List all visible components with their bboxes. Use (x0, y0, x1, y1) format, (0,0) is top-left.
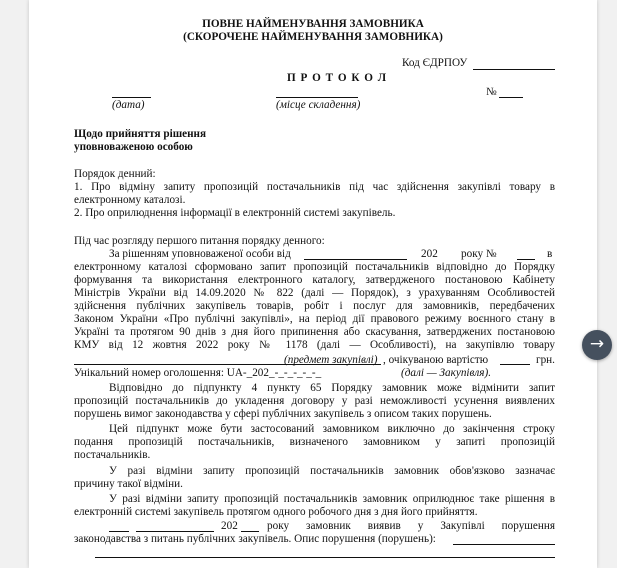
p4-line-2: причину такої відміни. (74, 478, 183, 490)
p1-text-d: в (547, 248, 553, 260)
p1-line-8: КМУ від 12 жовтня 2022 року № 1178 (далі — Особливості), на закупівлю товару (74, 339, 555, 351)
expected-value-field[interactable] (500, 364, 530, 365)
decision-number-field[interactable] (517, 259, 535, 260)
announcement-number: Унікальний номер оголошення: UA-_202_-_-_-_-_-_ (74, 367, 322, 379)
violation-description-field-2[interactable] (95, 557, 555, 558)
p1-line-3: формування та використання електронного каталогу, затвердженого постановою Кабінету (74, 274, 555, 286)
p1-line-5: здійснення публічних закупівель товарів, робіт і послуг для замовників, передбачених (74, 300, 555, 312)
p6-line-1: року замовник виявив у Закупівлі порушення (267, 520, 555, 532)
p1-text-a: За рішенням уповноваженої особи від (109, 248, 291, 260)
customer-full-name: ПОВНЕ НАЙМЕНУВАННЯ ЗАМОВНИКА (202, 18, 424, 30)
p2-line-2: пропозицій постачальників до укладення договору у разі неможливості усунення виявлених (74, 395, 555, 407)
violation-month-field[interactable] (136, 531, 214, 532)
agenda-item-1-cont: електронному каталозі. (74, 194, 186, 206)
place-field[interactable] (276, 97, 358, 98)
p5-line-1: У разі відміни запиту пропозицій постачальників замовник оприлюднює таке рішення в (109, 493, 555, 505)
announcement-note: (далі — Закупівля). (401, 367, 491, 379)
arrow-right-icon: → (589, 334, 605, 354)
p2-line-3: порушень вимог законодавства у сфері публічних закупівель з описом таких порушень. (74, 408, 492, 420)
lead-text: Під час розгляду першого питання порядку денного: (74, 235, 325, 247)
currency-label: грн. (536, 354, 555, 366)
p1-line-6: Законом України «Про публічні закупівлі», на період дії правового режиму воєнного стану в (74, 313, 555, 325)
p1-line-2: електронному каталозі сформовано запит пропозицій постачальників відповідно до Порядку (74, 261, 555, 273)
document-page (29, 0, 597, 568)
protocol-title: П Р О Т О К О Л (287, 72, 388, 84)
p3-line-2: подання пропозицій постачальників, визначеного замовником у запиті пропозицій (74, 436, 555, 448)
decision-date-field[interactable] (304, 259, 407, 260)
p6-line-2: законодавства з питань публічних закупівель. Опис порушення (порушень): (74, 533, 436, 545)
violation-year-field[interactable] (241, 531, 259, 532)
p2-line-1: Відповідно до підпункту 4 пункту 65 Порядку замовник може відмінити запит (109, 382, 555, 394)
p1-year: 202 (421, 248, 438, 260)
p4-line-1: У разі відміни запиту пропозицій постачальників замовник обов'язково зазначає (109, 465, 555, 477)
subject-line-1: Щодо прийняття рішення (74, 128, 207, 140)
p6-year: 202 (221, 520, 238, 532)
p3-line-3: постачальників. (74, 449, 151, 461)
edrpou-field[interactable] (473, 69, 555, 70)
subject-hint: (предмет закупівлі) (284, 354, 378, 366)
violation-day-field[interactable] (109, 531, 129, 532)
subject-line-2: уповноваженою особою (74, 141, 193, 153)
customer-short-name: (СКОРОЧЕНЕ НАЙМЕНУВАННЯ ЗАМОВНИКА) (183, 31, 443, 43)
p1-line-7: Україні та протягом 90 днів з дня його припинення або скасування, затверджених постановою (74, 326, 555, 338)
p3-line-1: Цей підпункт може бути застосований замовником виключно до закінчення строку (109, 423, 555, 435)
p5-line-2: електронній системі закупівель протягом одного робочого дня з дня його прийняття. (74, 506, 478, 518)
place-caption: (місце складення) (276, 99, 361, 111)
date-caption: (дата) (112, 99, 145, 111)
p1-expected-value-label: , очікуваною вартістю (383, 354, 489, 366)
agenda-item-2: 2. Про оприлюднення інформації в електронній системі закупівель. (74, 207, 396, 219)
edrpou-label: Код ЄДРПОУ (402, 57, 468, 69)
p1-line-4: Міністрів України від 14.09.2020 № 822 (далі — Порядок), з урахуванням Особливостей (74, 287, 555, 299)
next-page-button[interactable] (582, 330, 612, 360)
violation-description-field-1[interactable] (453, 544, 555, 545)
p1-number-label: року № (461, 248, 497, 260)
date-field[interactable] (112, 97, 151, 98)
agenda-title: Порядок денний: (74, 168, 156, 180)
agenda-item-1: 1. Про відміну запиту пропозицій постачальників під час здійснення закупівлі товару в (74, 181, 555, 193)
protocol-number-label: № (486, 86, 497, 98)
protocol-number-field[interactable] (499, 97, 523, 98)
